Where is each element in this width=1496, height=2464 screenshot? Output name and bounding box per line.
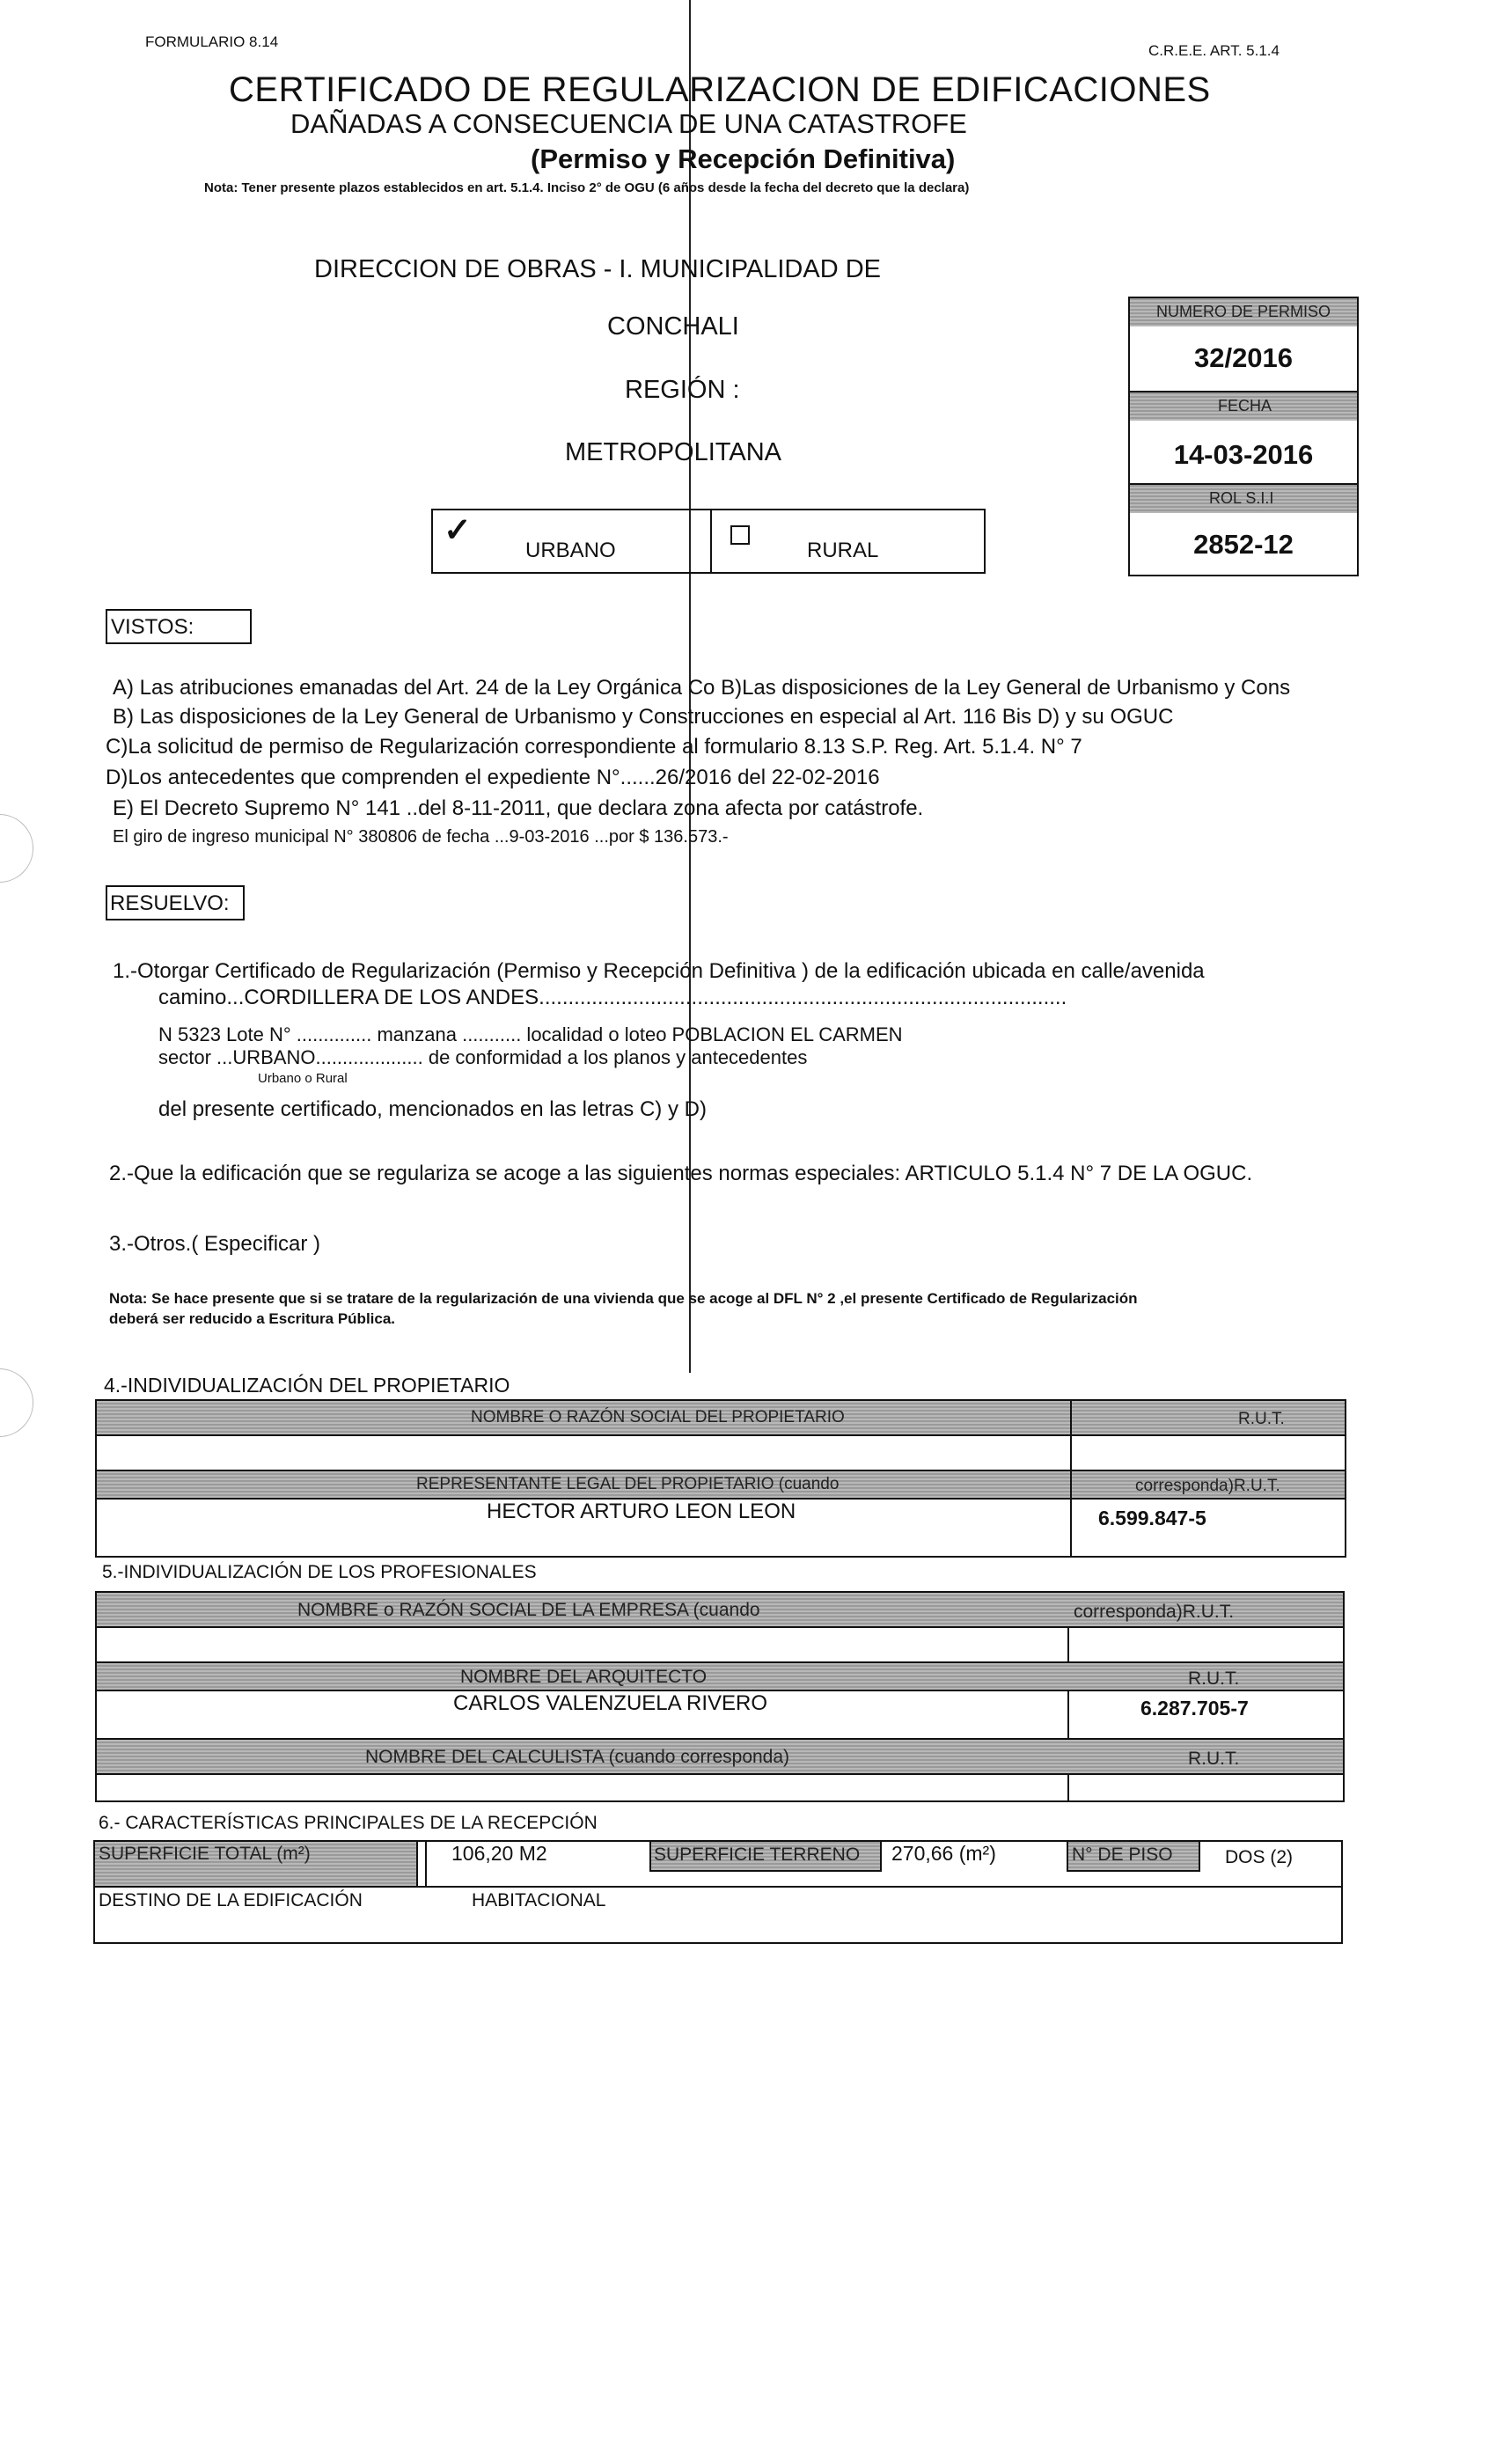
professionals-table bbox=[95, 1591, 1345, 1802]
architect-value: CARLOS VALENZUELA RIVERO bbox=[453, 1691, 767, 1715]
architect-rut-label: R.U.T. bbox=[1188, 1668, 1240, 1689]
company-rut-label: corresponda)R.U.T. bbox=[1074, 1602, 1235, 1622]
total-area-value: 106,20 M2 bbox=[451, 1842, 547, 1865]
owner-name-label: NOMBRE O RAZÓN SOCIAL DEL PROPIETARIO bbox=[471, 1408, 845, 1426]
owner-table bbox=[95, 1399, 1346, 1558]
vistos-item: A) Las atribuciones emanadas del Art. 24 de la Ley Orgánica Co B)Las disposiciones de la Ley General de Urbanismo y Cons bbox=[113, 676, 1291, 700]
vistos-item: C)La solicitud de permiso de Regularización correspondiente al formulario 8.13 S.P. Reg. Art. 5.1.4. N° 7 bbox=[106, 735, 1082, 759]
resuelvo-p1-end: del presente certificado, mencionados en las letras C) y D) bbox=[158, 1097, 707, 1121]
urbano-label: URBANO bbox=[525, 539, 616, 562]
owner-section-heading: 4.-INDIVIDUALIZACIÓN DEL PROPIETARIO bbox=[104, 1374, 510, 1397]
architect-rut-value: 6.287.705-7 bbox=[1140, 1697, 1249, 1720]
resuelvo-p3: 3.-Otros.( Especificar ) bbox=[109, 1232, 321, 1256]
resuelvo-note-2: deberá ser reducido a Escritura Pública. bbox=[109, 1310, 396, 1327]
rural-checkbox[interactable] bbox=[730, 525, 750, 545]
permit-number: 32/2016 bbox=[1193, 342, 1294, 373]
vistos-item: D)Los antecedentes que comprenden el expediente N°......26/2016 del 22-02-2016 bbox=[106, 766, 880, 789]
owner-rut-label: R.U.T. bbox=[1238, 1410, 1285, 1428]
permit-number-label: NUMERO DE PERMISO bbox=[1156, 303, 1331, 320]
permit-box bbox=[1128, 297, 1359, 576]
land-area-label: SUPERFICIE TERRENO bbox=[654, 1844, 861, 1865]
calculist-rut-label: R.U.T. bbox=[1188, 1749, 1240, 1769]
resuelvo-p1: 1.-Otorgar Certificado de Regularización (Permiso y Recepción Definitiva ) de la edificación ubicada en calle/avenida bbox=[113, 959, 1205, 983]
characteristics-section-heading: 6.- CARACTERÍSTICAS PRINCIPALES DE LA RECEPCIÓN bbox=[99, 1813, 598, 1833]
legal-rep-rut-value: 6.599.847-5 bbox=[1098, 1507, 1206, 1529]
giro-line: El giro de ingreso municipal N° 380806 de fecha ...9-03-2016 ...por $ 136.573.- bbox=[113, 827, 729, 847]
calculist-label: NOMBRE DEL CALCULISTA (cuando corresponda) bbox=[365, 1747, 790, 1767]
municipality-name: CONCHALI bbox=[607, 312, 739, 341]
resuelvo-p2: 2.-Que la edificación que se regulariza se acoge a las siguientes normas especiales: ARTICULO 5.1.4 N° 7 DE LA OGUC. bbox=[109, 1162, 1253, 1185]
checkmark-icon: ✓ bbox=[444, 512, 472, 549]
building-use-value: HABITACIONAL bbox=[472, 1890, 606, 1910]
resuelvo-p1-lot: N 5323 Lote N° .............. manzana ........... localidad o loteo POBLACION EL CARMEN bbox=[158, 1023, 903, 1045]
land-area-value: 270,66 (m²) bbox=[891, 1842, 996, 1865]
permit-date-label: FECHA bbox=[1218, 397, 1272, 414]
resuelvo-p1-address: camino...CORDILLERA DE LOS ANDES.......................................................................................... bbox=[158, 986, 1067, 1009]
document-subtitle: DAÑADAS A CONSECUENCIA DE UNA CATASTROFE bbox=[290, 108, 967, 139]
resuelvo-heading-box bbox=[106, 885, 245, 920]
region-name: METROPOLITANA bbox=[565, 438, 781, 466]
authority-line: DIRECCION DE OBRAS - I. MUNICIPALIDAD DE bbox=[314, 255, 881, 283]
professionals-section-heading: 5.-INDIVIDUALIZACIÓN DE LOS PROFESIONALES bbox=[102, 1562, 537, 1582]
resuelvo-note: Nota: Se hace presente que si se tratare de la regularización de una vivienda que se acoge al DFL N° 2 ,el presente Certificado de Regularización bbox=[109, 1290, 1138, 1307]
architect-label: NOMBRE DEL ARQUITECTO bbox=[460, 1667, 708, 1687]
vistos-heading: VISTOS: bbox=[111, 615, 194, 639]
punch-hole bbox=[0, 814, 33, 883]
form-code: FORMULARIO 8.14 bbox=[145, 33, 279, 50]
legal-rep-rut-label: corresponda)R.U.T. bbox=[1135, 1477, 1280, 1495]
region-label: REGIÓN : bbox=[625, 376, 740, 404]
characteristics-table bbox=[93, 1840, 1343, 1944]
punch-hole bbox=[0, 1368, 33, 1437]
company-label: NOMBRE o RAZÓN SOCIAL DE LA EMPRESA (cuando bbox=[297, 1600, 760, 1620]
permit-date: 14-03-2016 bbox=[1173, 439, 1314, 470]
vistos-item: B) Las disposiciones de la Ley General de Urbanismo y Construcciones en especial al Art. 116 Bis D) y su OGUC bbox=[113, 705, 1174, 729]
urbano-checkbox[interactable] bbox=[444, 512, 472, 549]
rol-label: ROL S.I.I bbox=[1209, 489, 1274, 507]
vistos-heading-box bbox=[106, 609, 252, 644]
document-subtitle-2: (Permiso y Recepción Definitiva) bbox=[531, 143, 956, 174]
vistos-item: E) El Decreto Supremo N° 141 ..del 8-11-2011, que declara zona afecta por catástrofe. bbox=[113, 796, 924, 820]
floors-label: N° DE PISO bbox=[1072, 1844, 1173, 1865]
area-type-box bbox=[431, 509, 986, 574]
legal-rep-value: HECTOR ARTURO LEON LEON bbox=[487, 1500, 796, 1523]
building-use-label: DESTINO DE LA EDIFICACIÓN bbox=[99, 1890, 363, 1910]
resuelvo-p1-sector: sector ...URBANO.................... de conformidad a los planos y antecedentes bbox=[158, 1046, 808, 1068]
floors-value: DOS (2) bbox=[1225, 1847, 1294, 1867]
resuelvo-heading: RESUELVO: bbox=[110, 891, 230, 915]
legal-rep-label: REPRESENTANTE LEGAL DEL PROPIETARIO (cuando bbox=[416, 1475, 840, 1493]
reference-code: C.R.E.E. ART. 5.1.4 bbox=[1148, 42, 1280, 59]
total-area-label: SUPERFICIE TOTAL (m²) bbox=[99, 1844, 311, 1864]
document-title: CERTIFICADO DE REGULARIZACION DE EDIFICACIONES bbox=[229, 70, 1211, 109]
resuelvo-p1-sub: Urbano o Rural bbox=[258, 1071, 348, 1086]
rural-label: RURAL bbox=[807, 539, 879, 562]
header-note: Nota: Tener presente plazos establecidos en art. 5.1.4. Inciso 2° de OGU (6 años desde la fecha del decreto que la declara) bbox=[204, 180, 970, 195]
rol-number: 2852-12 bbox=[1193, 529, 1294, 560]
